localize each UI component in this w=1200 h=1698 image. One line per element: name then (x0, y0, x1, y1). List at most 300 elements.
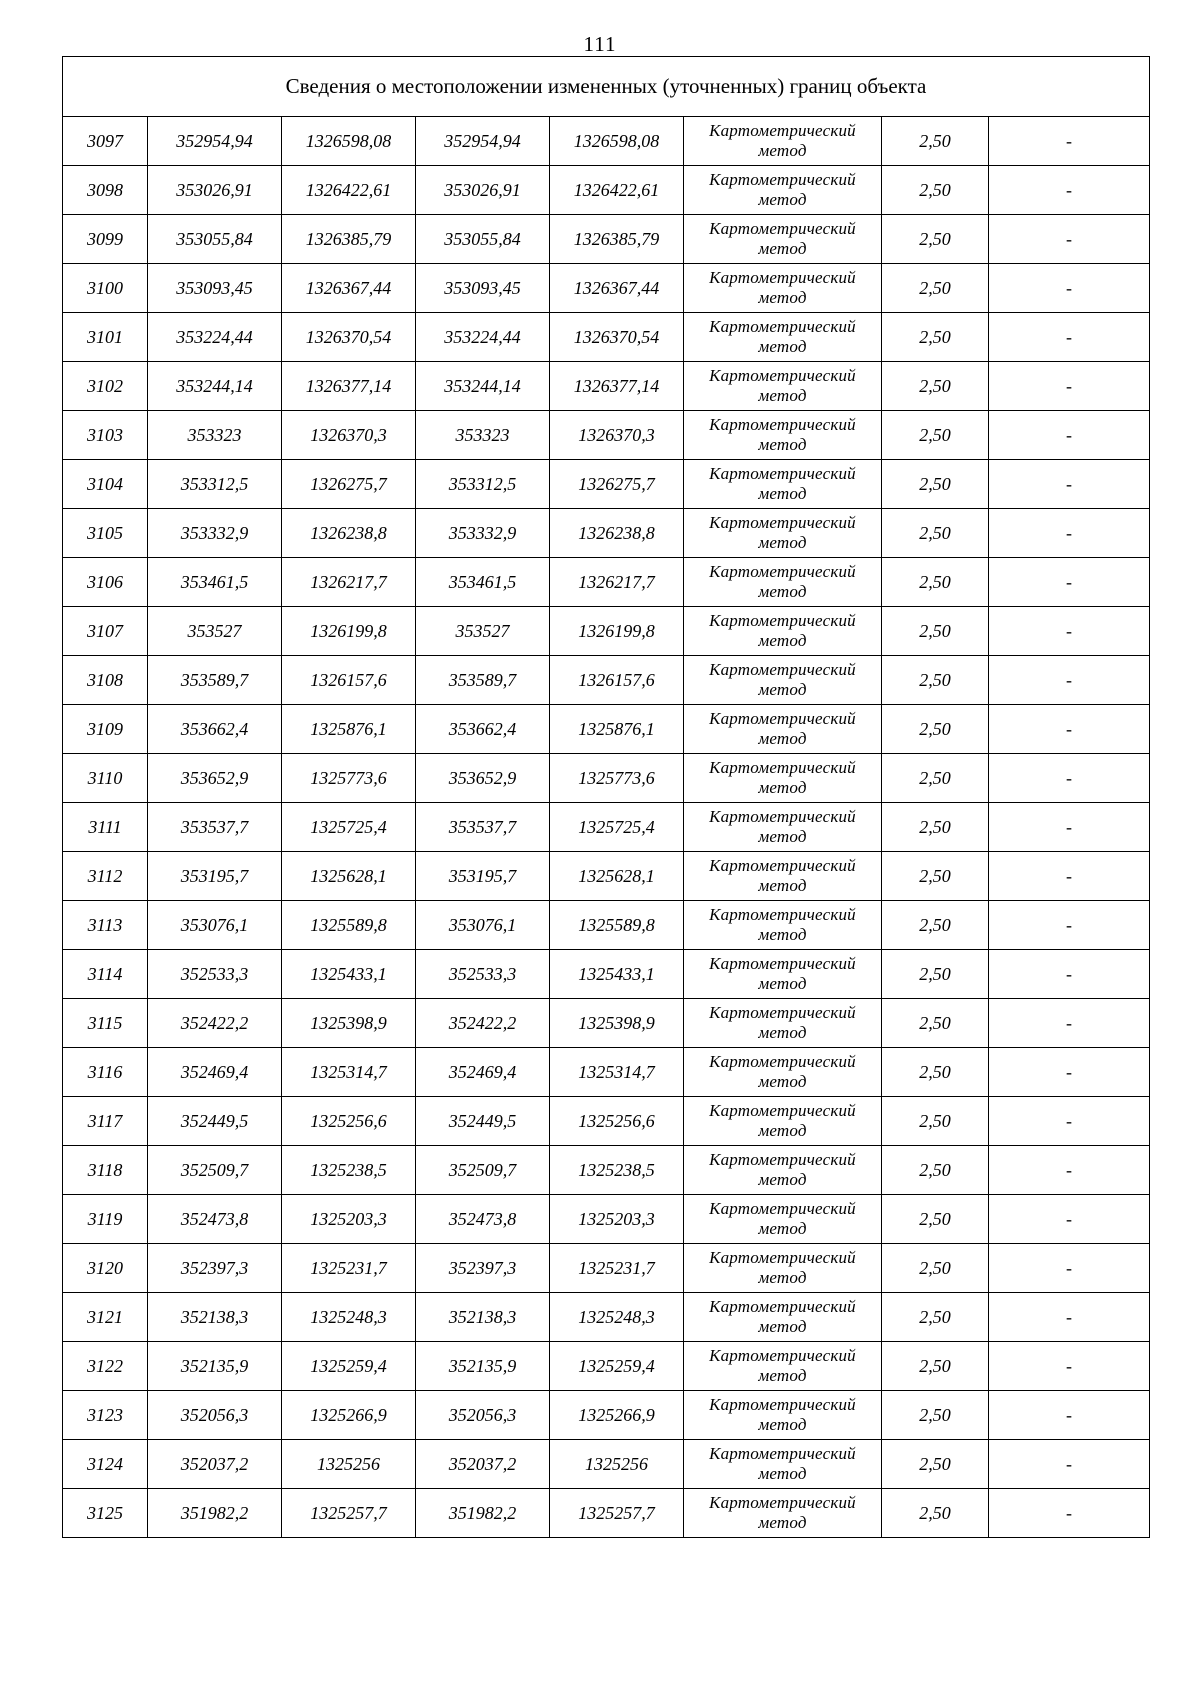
existing-y-cell: 1325257,7 (282, 1489, 416, 1538)
accuracy-cell: 2,50 (882, 1391, 989, 1440)
method-line-2: метод (758, 484, 807, 503)
accuracy-cell: 2,50 (882, 558, 989, 607)
table-row (63, 705, 1150, 754)
method-line-2: метод (758, 239, 807, 258)
existing-x-cell: 353076,1 (148, 901, 282, 950)
accuracy-cell: 2,50 (882, 215, 989, 264)
point-number-cell: 3101 (63, 313, 148, 362)
point-number-cell: 3121 (63, 1293, 148, 1342)
method-line-2: метод (758, 337, 807, 356)
method-line-2: метод (758, 925, 807, 944)
existing-y-cell: 1326370,3 (282, 411, 416, 460)
refined-x-cell: 352056,3 (416, 1391, 550, 1440)
refined-x-cell: 352449,5 (416, 1097, 550, 1146)
refined-y-cell: 1325266,9 (550, 1391, 684, 1440)
method-line-2: метод (758, 729, 807, 748)
table-row (63, 1244, 1150, 1293)
note-cell: - (989, 362, 1150, 411)
existing-y-cell: 1325256,6 (282, 1097, 416, 1146)
table-row (63, 1097, 1150, 1146)
existing-x-cell: 353662,4 (148, 705, 282, 754)
method-line-2: метод (758, 582, 807, 601)
point-number-cell: 3110 (63, 754, 148, 803)
refined-x-cell: 352422,2 (416, 999, 550, 1048)
table-row (63, 509, 1150, 558)
method-line-1: Картометрический (709, 121, 856, 140)
note-cell: - (989, 901, 1150, 950)
method-line-1: Картометрический (709, 1346, 856, 1365)
point-number-cell: 3125 (63, 1489, 148, 1538)
point-number-cell: 3122 (63, 1342, 148, 1391)
existing-y-cell: 1326275,7 (282, 460, 416, 509)
method-cell (684, 705, 882, 754)
method-line-2: метод (758, 827, 807, 846)
refined-x-cell: 353527 (416, 607, 550, 656)
method-cell (684, 1097, 882, 1146)
accuracy-cell: 2,50 (882, 901, 989, 950)
note-cell: - (989, 1195, 1150, 1244)
method-cell (684, 1293, 882, 1342)
method-line-2: метод (758, 1170, 807, 1189)
method-line-1: Картометрический (709, 611, 856, 630)
table-row (63, 1440, 1150, 1489)
point-number-cell: 3114 (63, 950, 148, 999)
method-cell (684, 803, 882, 852)
existing-y-cell: 1325259,4 (282, 1342, 416, 1391)
existing-y-cell: 1325398,9 (282, 999, 416, 1048)
existing-y-cell: 1325589,8 (282, 901, 416, 950)
method-line-1: Картометрический (709, 366, 856, 385)
point-number-cell: 3105 (63, 509, 148, 558)
note-cell: - (989, 803, 1150, 852)
boundary-coordinates-table (62, 56, 1150, 1538)
note-cell: - (989, 313, 1150, 362)
accuracy-cell: 2,50 (882, 362, 989, 411)
refined-x-cell: 352135,9 (416, 1342, 550, 1391)
method-cell (684, 313, 882, 362)
method-cell (684, 1440, 882, 1489)
refined-x-cell: 351982,2 (416, 1489, 550, 1538)
refined-x-cell: 353461,5 (416, 558, 550, 607)
method-line-1: Картометрический (709, 807, 856, 826)
method-cell (684, 1146, 882, 1195)
note-cell: - (989, 1146, 1150, 1195)
refined-x-cell: 353662,4 (416, 705, 550, 754)
point-number-cell: 3100 (63, 264, 148, 313)
existing-y-cell: 1326238,8 (282, 509, 416, 558)
existing-x-cell: 353323 (148, 411, 282, 460)
point-number-cell: 3107 (63, 607, 148, 656)
refined-y-cell: 1326238,8 (550, 509, 684, 558)
refined-y-cell: 1325203,3 (550, 1195, 684, 1244)
refined-x-cell: 352469,4 (416, 1048, 550, 1097)
note-cell: - (989, 705, 1150, 754)
refined-y-cell: 1326370,3 (550, 411, 684, 460)
refined-y-cell: 1325259,4 (550, 1342, 684, 1391)
table-title: Сведения о местоположении измененных (уточненных) границ объекта (63, 57, 1150, 117)
method-line-1: Картометрический (709, 464, 856, 483)
refined-x-cell: 353076,1 (416, 901, 550, 950)
existing-x-cell: 353055,84 (148, 215, 282, 264)
accuracy-cell: 2,50 (882, 1342, 989, 1391)
table-row (63, 754, 1150, 803)
existing-x-cell: 352954,94 (148, 117, 282, 166)
accuracy-cell: 2,50 (882, 313, 989, 362)
existing-y-cell: 1326370,54 (282, 313, 416, 362)
method-cell (684, 362, 882, 411)
table-body (63, 117, 1150, 1538)
refined-x-cell: 352138,3 (416, 1293, 550, 1342)
note-cell: - (989, 1048, 1150, 1097)
existing-x-cell: 353652,9 (148, 754, 282, 803)
method-line-1: Картометрический (709, 660, 856, 679)
note-cell: - (989, 1097, 1150, 1146)
refined-x-cell: 353093,45 (416, 264, 550, 313)
note-cell: - (989, 656, 1150, 705)
note-cell: - (989, 215, 1150, 264)
existing-x-cell: 353026,91 (148, 166, 282, 215)
existing-y-cell: 1325725,4 (282, 803, 416, 852)
point-number-cell: 3120 (63, 1244, 148, 1293)
method-line-1: Картометрический (709, 1101, 856, 1120)
table-row (63, 607, 1150, 656)
method-line-2: метод (758, 1268, 807, 1287)
accuracy-cell: 2,50 (882, 1293, 989, 1342)
note-cell: - (989, 558, 1150, 607)
method-line-1: Картометрический (709, 905, 856, 924)
table-row (63, 950, 1150, 999)
note-cell: - (989, 1293, 1150, 1342)
method-line-1: Картометрический (709, 1199, 856, 1218)
table-row (63, 1342, 1150, 1391)
method-cell (684, 509, 882, 558)
refined-y-cell: 1325248,3 (550, 1293, 684, 1342)
note-cell: - (989, 999, 1150, 1048)
method-line-1: Картометрический (709, 709, 856, 728)
existing-x-cell: 353093,45 (148, 264, 282, 313)
table-row (63, 362, 1150, 411)
method-line-2: метод (758, 778, 807, 797)
table-row (63, 901, 1150, 950)
existing-y-cell: 1326422,61 (282, 166, 416, 215)
accuracy-cell: 2,50 (882, 264, 989, 313)
method-line-2: метод (758, 190, 807, 209)
existing-x-cell: 352056,3 (148, 1391, 282, 1440)
note-cell: - (989, 264, 1150, 313)
accuracy-cell: 2,50 (882, 1489, 989, 1538)
method-line-1: Картометрический (709, 562, 856, 581)
method-line-2: метод (758, 974, 807, 993)
method-cell (684, 607, 882, 656)
note-cell: - (989, 1391, 1150, 1440)
accuracy-cell: 2,50 (882, 1244, 989, 1293)
existing-y-cell: 1326598,08 (282, 117, 416, 166)
existing-x-cell: 352509,7 (148, 1146, 282, 1195)
method-line-1: Картометрический (709, 1150, 856, 1169)
accuracy-cell: 2,50 (882, 411, 989, 460)
refined-y-cell: 1325398,9 (550, 999, 684, 1048)
method-line-2: метод (758, 680, 807, 699)
point-number-cell: 3113 (63, 901, 148, 950)
accuracy-cell: 2,50 (882, 656, 989, 705)
existing-y-cell: 1325238,5 (282, 1146, 416, 1195)
accuracy-cell: 2,50 (882, 754, 989, 803)
point-number-cell: 3108 (63, 656, 148, 705)
method-line-2: метод (758, 288, 807, 307)
refined-x-cell: 352473,8 (416, 1195, 550, 1244)
method-cell (684, 1244, 882, 1293)
method-line-1: Картометрический (709, 317, 856, 336)
refined-y-cell: 1325238,5 (550, 1146, 684, 1195)
method-cell (684, 901, 882, 950)
refined-y-cell: 1326199,8 (550, 607, 684, 656)
page-number: 111 (583, 32, 617, 56)
existing-y-cell: 1325773,6 (282, 754, 416, 803)
accuracy-cell: 2,50 (882, 1195, 989, 1244)
existing-x-cell: 351982,2 (148, 1489, 282, 1538)
accuracy-cell: 2,50 (882, 950, 989, 999)
point-number-cell: 3112 (63, 852, 148, 901)
refined-x-cell: 352509,7 (416, 1146, 550, 1195)
note-cell: - (989, 1342, 1150, 1391)
method-line-1: Картометрический (709, 268, 856, 287)
method-line-2: метод (758, 1072, 807, 1091)
method-cell (684, 1195, 882, 1244)
refined-y-cell: 1326598,08 (550, 117, 684, 166)
refined-y-cell: 1325628,1 (550, 852, 684, 901)
refined-x-cell: 353244,14 (416, 362, 550, 411)
refined-y-cell: 1325876,1 (550, 705, 684, 754)
table-title-row (63, 57, 1150, 117)
note-cell: - (989, 1440, 1150, 1489)
point-number-cell: 3103 (63, 411, 148, 460)
refined-y-cell: 1325589,8 (550, 901, 684, 950)
table-row (63, 117, 1150, 166)
refined-y-cell: 1326377,14 (550, 362, 684, 411)
point-number-cell: 3104 (63, 460, 148, 509)
point-number-cell: 3124 (63, 1440, 148, 1489)
table-row (63, 166, 1150, 215)
existing-y-cell: 1326199,8 (282, 607, 416, 656)
table-row (63, 215, 1150, 264)
point-number-cell: 3123 (63, 1391, 148, 1440)
refined-x-cell: 353312,5 (416, 460, 550, 509)
existing-y-cell: 1326377,14 (282, 362, 416, 411)
existing-x-cell: 352397,3 (148, 1244, 282, 1293)
existing-x-cell: 353195,7 (148, 852, 282, 901)
method-cell (684, 1489, 882, 1538)
method-line-1: Картометрический (709, 758, 856, 777)
method-line-1: Картометрический (709, 415, 856, 434)
refined-y-cell: 1325314,7 (550, 1048, 684, 1097)
accuracy-cell: 2,50 (882, 1146, 989, 1195)
method-line-1: Картометрический (709, 1444, 856, 1463)
refined-x-cell: 352954,94 (416, 117, 550, 166)
note-cell: - (989, 1489, 1150, 1538)
refined-y-cell: 1326157,6 (550, 656, 684, 705)
refined-y-cell: 1325725,4 (550, 803, 684, 852)
existing-y-cell: 1325314,7 (282, 1048, 416, 1097)
table-row (63, 313, 1150, 362)
table-row (63, 852, 1150, 901)
accuracy-cell: 2,50 (882, 705, 989, 754)
refined-x-cell: 353332,9 (416, 509, 550, 558)
method-line-1: Картометрический (709, 856, 856, 875)
method-line-2: метод (758, 1317, 807, 1336)
method-line-1: Картометрический (709, 219, 856, 238)
refined-y-cell: 1326422,61 (550, 166, 684, 215)
method-line-2: метод (758, 1464, 807, 1483)
method-line-2: метод (758, 1415, 807, 1434)
existing-y-cell: 1326157,6 (282, 656, 416, 705)
table-row (63, 999, 1150, 1048)
existing-x-cell: 352473,8 (148, 1195, 282, 1244)
method-line-1: Картометрический (709, 1248, 856, 1267)
method-line-2: метод (758, 533, 807, 552)
refined-x-cell: 352533,3 (416, 950, 550, 999)
point-number-cell: 3118 (63, 1146, 148, 1195)
existing-y-cell: 1325628,1 (282, 852, 416, 901)
point-number-cell: 3098 (63, 166, 148, 215)
refined-x-cell: 353537,7 (416, 803, 550, 852)
method-line-1: Картометрический (709, 1297, 856, 1316)
method-cell (684, 852, 882, 901)
existing-x-cell: 353527 (148, 607, 282, 656)
existing-x-cell: 352138,3 (148, 1293, 282, 1342)
table-row (63, 1048, 1150, 1097)
point-number-cell: 3116 (63, 1048, 148, 1097)
method-line-1: Картометрический (709, 1003, 856, 1022)
method-cell (684, 1048, 882, 1097)
method-line-1: Картометрический (709, 1493, 856, 1512)
point-number-cell: 3117 (63, 1097, 148, 1146)
table-row (63, 1391, 1150, 1440)
refined-x-cell: 353323 (416, 411, 550, 460)
refined-y-cell: 1325231,7 (550, 1244, 684, 1293)
refined-x-cell: 353026,91 (416, 166, 550, 215)
method-line-2: метод (758, 1366, 807, 1385)
existing-x-cell: 352135,9 (148, 1342, 282, 1391)
note-cell: - (989, 754, 1150, 803)
note-cell: - (989, 1244, 1150, 1293)
existing-y-cell: 1325433,1 (282, 950, 416, 999)
note-cell: - (989, 509, 1150, 558)
method-line-2: метод (758, 876, 807, 895)
existing-x-cell: 353589,7 (148, 656, 282, 705)
existing-x-cell: 353461,5 (148, 558, 282, 607)
accuracy-cell: 2,50 (882, 166, 989, 215)
note-cell: - (989, 411, 1150, 460)
accuracy-cell: 2,50 (882, 852, 989, 901)
refined-x-cell: 353224,44 (416, 313, 550, 362)
note-cell: - (989, 460, 1150, 509)
refined-y-cell: 1326367,44 (550, 264, 684, 313)
refined-y-cell: 1325256,6 (550, 1097, 684, 1146)
method-cell (684, 1342, 882, 1391)
method-line-1: Картометрический (709, 1395, 856, 1414)
table-row (63, 460, 1150, 509)
refined-y-cell: 1325257,7 (550, 1489, 684, 1538)
table-row (63, 558, 1150, 607)
method-cell (684, 999, 882, 1048)
refined-y-cell: 1326370,54 (550, 313, 684, 362)
method-cell (684, 558, 882, 607)
method-cell (684, 656, 882, 705)
method-cell (684, 215, 882, 264)
refined-x-cell: 352037,2 (416, 1440, 550, 1489)
refined-x-cell: 353055,84 (416, 215, 550, 264)
method-line-2: метод (758, 141, 807, 160)
refined-y-cell: 1326385,79 (550, 215, 684, 264)
method-line-2: метод (758, 1513, 807, 1532)
method-line-1: Картометрический (709, 513, 856, 532)
existing-x-cell: 353312,5 (148, 460, 282, 509)
refined-y-cell: 1325256 (550, 1440, 684, 1489)
method-line-2: метод (758, 1121, 807, 1140)
accuracy-cell: 2,50 (882, 509, 989, 558)
note-cell: - (989, 950, 1150, 999)
existing-y-cell: 1325248,3 (282, 1293, 416, 1342)
method-cell (684, 950, 882, 999)
method-cell (684, 460, 882, 509)
table-row (63, 1195, 1150, 1244)
method-cell (684, 754, 882, 803)
existing-y-cell: 1325203,3 (282, 1195, 416, 1244)
existing-x-cell: 352422,2 (148, 999, 282, 1048)
note-cell: - (989, 117, 1150, 166)
accuracy-cell: 2,50 (882, 1440, 989, 1489)
existing-x-cell: 352037,2 (148, 1440, 282, 1489)
point-number-cell: 3109 (63, 705, 148, 754)
table-row (63, 1146, 1150, 1195)
accuracy-cell: 2,50 (882, 460, 989, 509)
point-number-cell: 3111 (63, 803, 148, 852)
method-cell (684, 166, 882, 215)
point-number-cell: 3097 (63, 117, 148, 166)
existing-y-cell: 1325876,1 (282, 705, 416, 754)
table-row (63, 656, 1150, 705)
method-line-2: метод (758, 386, 807, 405)
note-cell: - (989, 607, 1150, 656)
existing-x-cell: 352469,4 (148, 1048, 282, 1097)
method-line-1: Картометрический (709, 1052, 856, 1071)
existing-y-cell: 1325266,9 (282, 1391, 416, 1440)
refined-y-cell: 1325433,1 (550, 950, 684, 999)
refined-y-cell: 1326275,7 (550, 460, 684, 509)
method-line-1: Картометрический (709, 954, 856, 973)
method-cell (684, 411, 882, 460)
existing-y-cell: 1326367,44 (282, 264, 416, 313)
note-cell: - (989, 852, 1150, 901)
accuracy-cell: 2,50 (882, 1097, 989, 1146)
method-cell (684, 264, 882, 313)
existing-y-cell: 1326217,7 (282, 558, 416, 607)
refined-y-cell: 1325773,6 (550, 754, 684, 803)
method-line-2: метод (758, 631, 807, 650)
table-row (63, 264, 1150, 313)
existing-x-cell: 352533,3 (148, 950, 282, 999)
table-row (63, 411, 1150, 460)
method-line-2: метод (758, 1023, 807, 1042)
method-line-2: метод (758, 1219, 807, 1238)
accuracy-cell: 2,50 (882, 1048, 989, 1097)
existing-x-cell: 353244,14 (148, 362, 282, 411)
accuracy-cell: 2,50 (882, 607, 989, 656)
refined-x-cell: 352397,3 (416, 1244, 550, 1293)
point-number-cell: 3119 (63, 1195, 148, 1244)
method-line-2: метод (758, 435, 807, 454)
point-number-cell: 3102 (63, 362, 148, 411)
